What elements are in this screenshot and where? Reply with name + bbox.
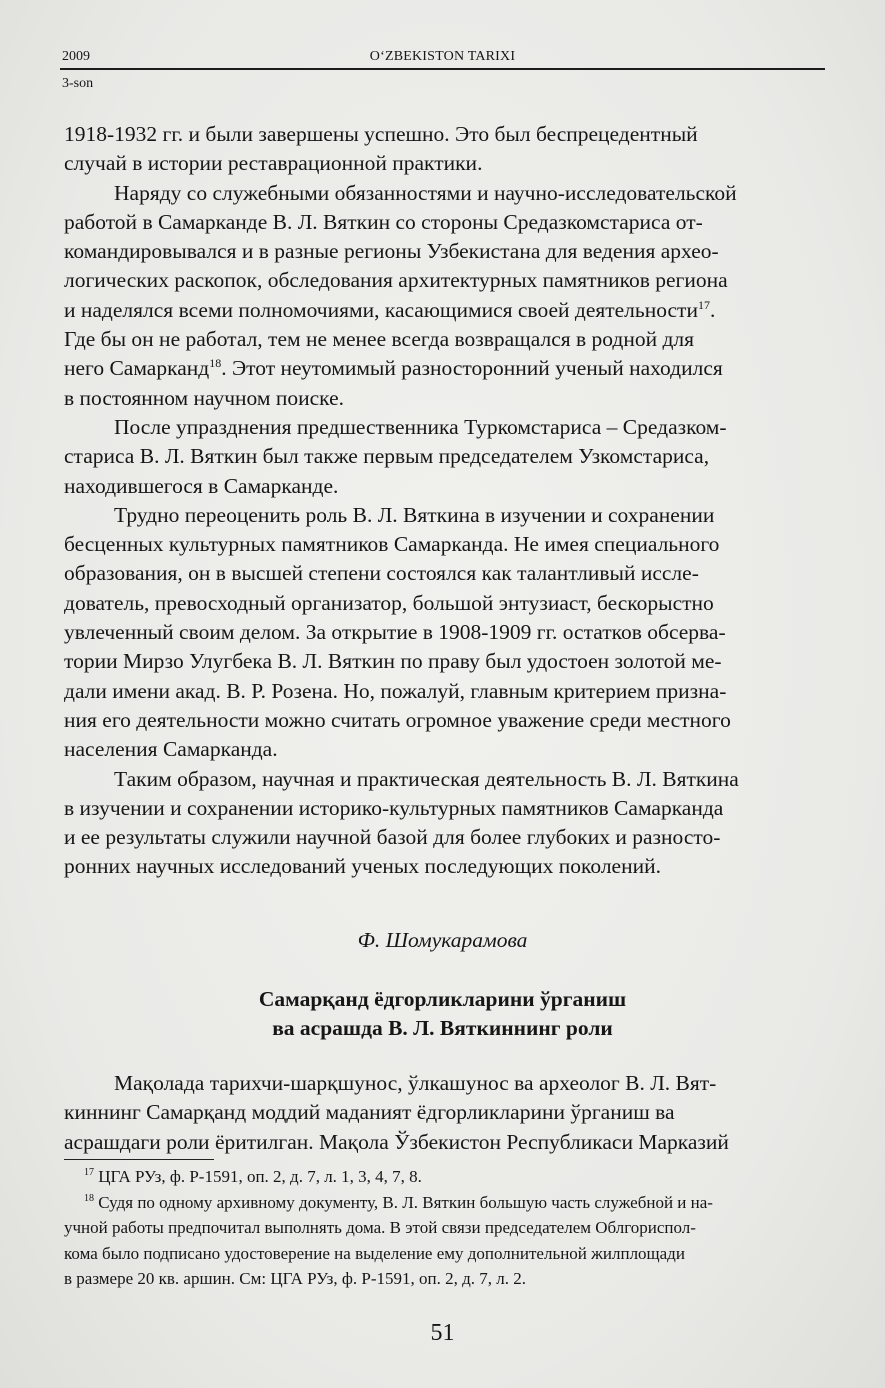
header-issue: 3-son <box>62 76 94 91</box>
footnote-ref-17[interactable]: 17 <box>697 297 710 312</box>
header-year: 2009 <box>62 49 90 64</box>
footnote-text: Судя по одному архивному документу, В. Л. Вяткин большую часть служебной и на- учной работы предпочитал выполнять дома. В этой связи председателем Облгориспол- кома было подписано удостоверение на выделение ему дополнительной жилплощади в размере 20 кв. аршин. См: ЦГА РУз, ф. Р-1591, оп. 2, д. 7, л. 2. <box>64 1192 713 1288</box>
article-title: Самарқанд ёдгорликларини ўрганиш ва асрашда В. Л. Вяткиннинг роли <box>258 987 627 1040</box>
footnote-18 <box>64 1190 824 1292</box>
paragraph-2-part-3: . Этот неутомимый разносторонний ученый находился в постоянном научном поиске. <box>64 356 723 410</box>
footnote-text: ЦГА РУз, ф. Р-1591, оп. 2, д. 7, л. 1, 3, 4, 7, 8. <box>98 1167 422 1186</box>
footnote-separator <box>64 1159 214 1160</box>
footnote-ref-18[interactable]: 18 <box>209 356 222 371</box>
abstract-paragraph: Мақолада тарихчи-шарқшунос, ўлкашунос ва археолог В. Л. Вят- киннинг Самарқанд моддий маданият ёдгорликларини ўрганиш ва асрашдаги роли ёритилган. Мақола Ўзбекистон Республикаси Марказий <box>64 1071 729 1154</box>
paragraph-2-part-1: Наряду со служебными обязанностями и научно-исследовательской работой в Самарканде В. Л. Вяткин со стороны Средазкомстариса от- командировывался и в разные регионы Узбекистана для ведения архео- логических раскопок, обследования архитектурных памятников региона и наделялся всеми полномочиями, касающимися своей деятельности <box>64 180 737 322</box>
article-author: Ф. Шомукарамова <box>357 928 528 952</box>
footnote-17 <box>64 1164 824 1190</box>
paragraph-4: Трудно переоценить роль В. Л. Вяткина в изучении и сохранении бесценных культурных памятников Самарканда. Не имея специального образования, он в высшей степени состоялся как талантливый иссле- дователь, превосходный организатор, большой энтузиаст, бескорыстно увлеченный своим делом. За открытие в 1908-1909 гг. остатков обсерва- тории Мирзо Улугбека В. Л. Вяткин по праву был удостоен золотой ме- дали имени акад. В. Р. Розена. Но, пожалуй, главным критерием призна- ния его деятельности можно считать огромное уважение среди местного населения Самарканда. <box>64 502 731 762</box>
footnotes <box>64 1164 824 1292</box>
header-journal-title: O‘ZBEKISTON TARIXI <box>369 49 516 64</box>
footnote-number: 18 <box>84 1192 94 1204</box>
paragraph-1: 1918-1932 гг. и были завершены успешно. Это был беспрецедентный случай в истории реставрационной практики. <box>64 122 698 176</box>
page-number: 51 <box>430 1320 455 1346</box>
paragraph-2-part-2: . Где бы он не работал, тем не менее всегда возвращался в родной для него Самарканд <box>64 297 716 381</box>
main-text <box>64 120 824 882</box>
paragraph-2 <box>64 179 824 413</box>
footnote-number: 17 <box>84 1167 94 1178</box>
header-rule <box>60 68 825 70</box>
paragraph-5: Таким образом, научная и практическая деятельность В. Л. Вяткина в изучении и сохранении историко-культурных памятников Самарканда и ее результаты служили научной базой для более глубоких и разносто- ронних научных исследований ученых последующих поколений. <box>64 766 739 879</box>
paragraph-3: После упразднения предшественника Туркомстариса – Средазком- стариса В. Л. Вяткин был также первым председателем Узкомстариса, находившегося в Самарканде. <box>64 414 727 498</box>
